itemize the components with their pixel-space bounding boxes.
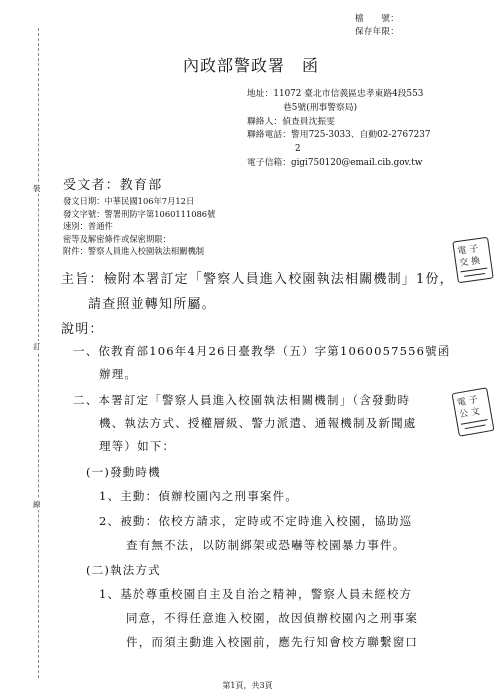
item-2-line-1: 二、本署訂定「警察人員進入校園執法相關機制」（含發動時 [73, 393, 411, 407]
section-1-item-2-line-2: 查有無不法，以防制綁架或恐嚇等校園暴力事件。 [126, 538, 406, 552]
attachment: 附件：警察人員進入校園執法相關機制 [63, 246, 205, 256]
item-1-line-1: 一、依教育部106年4月26日臺教學（五）字第1060057556號函 [73, 344, 451, 358]
electronic-document-stamp [451, 387, 494, 437]
line-mark: 線 [33, 500, 41, 509]
section-2-heading: (二)執法方式 [86, 563, 161, 577]
doc-info [63, 195, 215, 258]
stamp-graphic [453, 238, 492, 282]
page-footer: 第1頁，共3頁 [222, 681, 273, 690]
staple-mark: 訂 [33, 342, 41, 351]
section-2-item-1-line-3: 件，而須主動進入校園前，應先行知會校方聯繫窗口 [126, 635, 419, 649]
retention-label: 保存年限： [355, 27, 400, 37]
binding-line [38, 28, 39, 678]
issue-date: 發文日期：中華民國106年7月12日 [63, 196, 195, 206]
section-1-item-2-line-1: 2、被動：依校方請求，定時或不定時進入校園，協助巡 [99, 514, 413, 528]
explanation-label: 說明： [61, 322, 104, 337]
file-number-label: 檔 號： [355, 14, 400, 24]
page-title: 內政部警政署 函 [183, 56, 320, 75]
section-1-heading: (一)發動時機 [86, 465, 161, 479]
address-line: 地址：11072 臺北市信義區忠孝東路4段553 [247, 89, 424, 99]
phone-line: 聯絡電話：警用725-3033、自動02-2767237 [247, 130, 431, 141]
subject-line-1: 主旨：檢附本署訂定「警察人員進入校園執法相關機制」1份， [61, 272, 454, 287]
item-2-line-3: 理等）如下： [99, 439, 176, 453]
recipient: 受文者：教育部 [63, 178, 163, 193]
bind-mark: 裝 [33, 184, 41, 193]
item-1-line-2: 辦理。 [99, 367, 138, 381]
contact-block [247, 88, 487, 171]
email-line: 電子信箱：gigi750120@email.cib.gov.tw [247, 157, 423, 168]
electronic-exchange-stamp [452, 237, 493, 284]
svg-text:電 子: 電 子 [457, 244, 480, 257]
address-line-2: 巷5號(刑事警察局) [283, 102, 358, 113]
speed: 速別：普通件 [63, 221, 113, 231]
secrecy: 密等及解密條件或保密期限： [63, 233, 171, 244]
stamp-graphic [453, 388, 494, 435]
subject-line-2: 請查照並轉知所屬。 [88, 297, 216, 312]
section-2-item-1-line-1: 1、基於尊重校園自主及自治之精神，警察人員未經校方 [99, 587, 413, 601]
item-2-line-2: 機、執法方式、授權層級、警力派遣、通報機制及新聞處 [99, 416, 417, 430]
contact-person: 聯絡人：偵查員沈振雯 [247, 116, 335, 127]
section-2-item-1-line-2: 同意，不得任意進入校園，故因偵辦校園內之刑事案 [126, 611, 419, 625]
issue-number: 發文字號：警署刑防字第1060111086號 [63, 208, 216, 219]
svg-text:電 子: 電 子 [456, 395, 479, 409]
phone-line-2: 2 [295, 144, 301, 155]
section-1-item-1: 1、主動：偵辦校園內之刑事案件。 [99, 489, 299, 503]
svg-text:交 換: 交 換 [458, 256, 481, 269]
svg-text:公 文: 公 文 [458, 406, 481, 421]
